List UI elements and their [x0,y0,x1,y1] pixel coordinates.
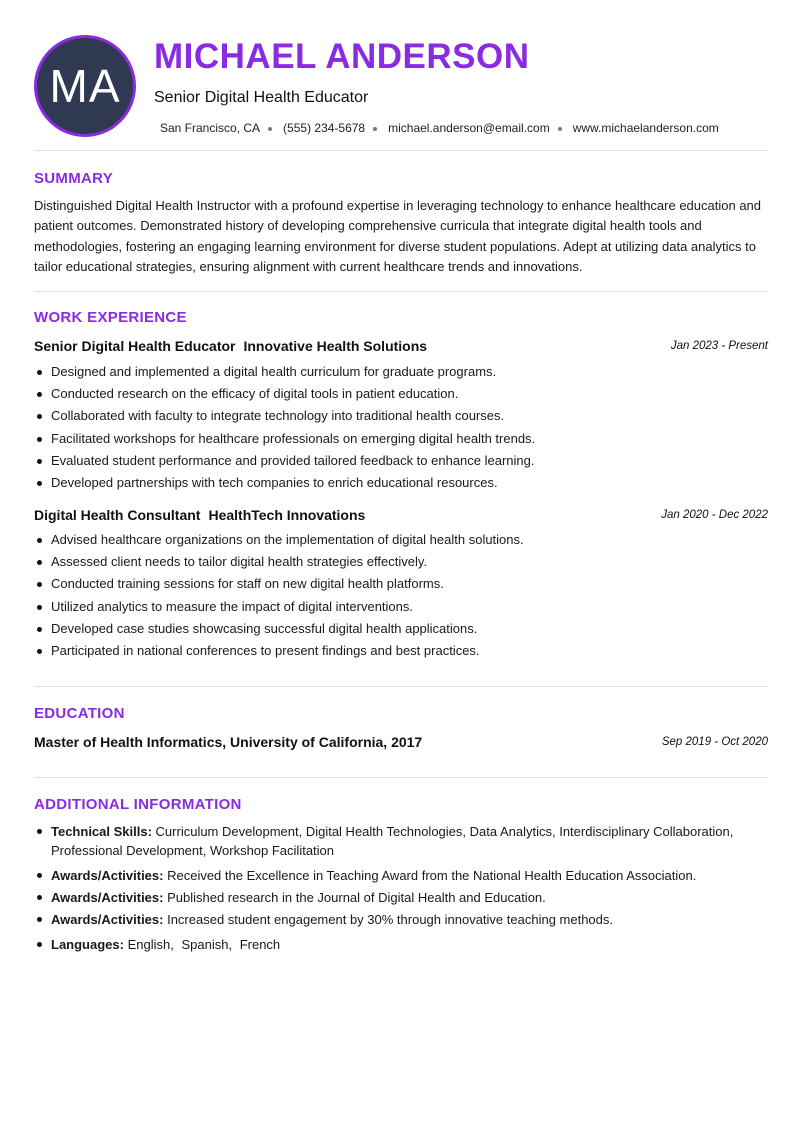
list-item: Assessed client needs to tailor digital health strategies effectively. [34,551,768,573]
job-date: Jan 2023 - Present [670,340,768,352]
list-item: Conducted research on the efficacy of digital tools in patient education. [34,383,768,405]
list-item: Facilitated workshops for healthcare professionals on emerging digital health trends. [34,428,768,450]
list-item: Developed case studies showcasing successful digital health applications. [34,618,768,640]
list-item: Advised healthcare organizations on the implementation of digital health solutions. [34,529,768,551]
divider [34,150,768,151]
contact-separator [558,127,562,131]
summary-text: Distinguished Digital Health Instructor with a profound expertise in leveraging technology to enhance healthcare education and patient outcomes. Demonstrated history of developing comprehensive curricula that integrate digital health tools and methodologies, fostering an engaging learning environment for diverse student populations. Adept at utilizing data analytics to tailor educational strategies, ensuring alignment with current healthcare trends and innovations. [34,198,762,274]
list-item [34,910,768,929]
item-text: Curriculum Development, Digital Health Technologies, Data Analytics, Interdisciplinary Collaboration, Professional Development, Workshop Facilitation [51,824,734,858]
contact-separator [268,127,272,131]
contact-phone[interactable]: (555) 234-5678 [283,121,366,135]
contact-location: San Francisco, CA [160,121,261,135]
list-item: Designed and implemented a digital health curriculum for graduate programs. [34,361,768,383]
divider [34,777,768,778]
contact-website[interactable]: www.michaelanderson.com [572,121,719,135]
list-item: Evaluated student performance and provided tailored feedback to enhance learning. [34,450,768,472]
job-date: Jan 2020 - Dec 2022 [661,509,768,521]
contact-line [160,121,719,135]
item-label: Awards/Activities: [51,868,164,883]
job-title-line [34,507,365,523]
job-bullets [34,361,768,494]
language: French [239,937,281,952]
contact-email[interactable]: michael.anderson@email.com [388,121,550,135]
additional-info-list [34,822,768,960]
job-header [34,507,768,525]
summary-heading: SUMMARY [34,170,114,187]
job-company: Innovative Health Solutions [243,338,428,354]
languages-label: Languages: [51,937,124,952]
job-header [34,338,768,356]
list-item [34,822,768,860]
education-date: Sep 2019 - Oct 2020 [661,736,768,748]
list-item: Developed partnerships with tech companies to enrich educational resources. [34,472,768,494]
job-role: Senior Digital Health Educator [34,338,236,354]
list-item [34,935,768,954]
education-degree: Master of Health Informatics, University of California, 2017 [34,734,423,750]
language: Spanish, [181,937,233,952]
job-company: HealthTech Innovations [208,507,366,523]
education-entry [34,734,768,752]
item-label: Awards/Activities: [51,890,164,905]
contact-separator [373,127,377,131]
item-label: Awards/Activities: [51,912,164,927]
resume-header [34,35,768,139]
list-item: Conducted training sessions for staff on new digital health platforms. [34,573,768,595]
avatar: MA [34,35,136,137]
list-item [34,866,768,885]
job-title-line [34,338,427,354]
job-bullets [34,529,768,662]
education-heading: EDUCATION [34,705,125,722]
list-item: Collaborated with faculty to integrate technology into traditional health courses. [34,405,768,427]
list-item: Utilized analytics to measure the impact of digital interventions. [34,596,768,618]
item-label: Technical Skills: [51,824,152,839]
item-text: Received the Excellence in Teaching Award from the National Health Education Association. [167,868,697,883]
divider [34,686,768,687]
list-item: Participated in national conferences to present findings and best practices. [34,640,768,662]
candidate-name: MICHAEL ANDERSON [154,37,530,76]
candidate-title: Senior Digital Health Educator [154,89,369,106]
job-role: Digital Health Consultant [34,507,201,523]
language: English, [127,937,174,952]
list-item [34,888,768,907]
item-text: Increased student engagement by 30% through innovative teaching methods. [167,912,614,927]
additional-info-heading: ADDITIONAL INFORMATION [34,796,242,813]
work-experience-heading: WORK EXPERIENCE [34,309,187,326]
divider [34,291,768,292]
item-text: Published research in the Journal of Digital Health and Education. [167,890,546,905]
